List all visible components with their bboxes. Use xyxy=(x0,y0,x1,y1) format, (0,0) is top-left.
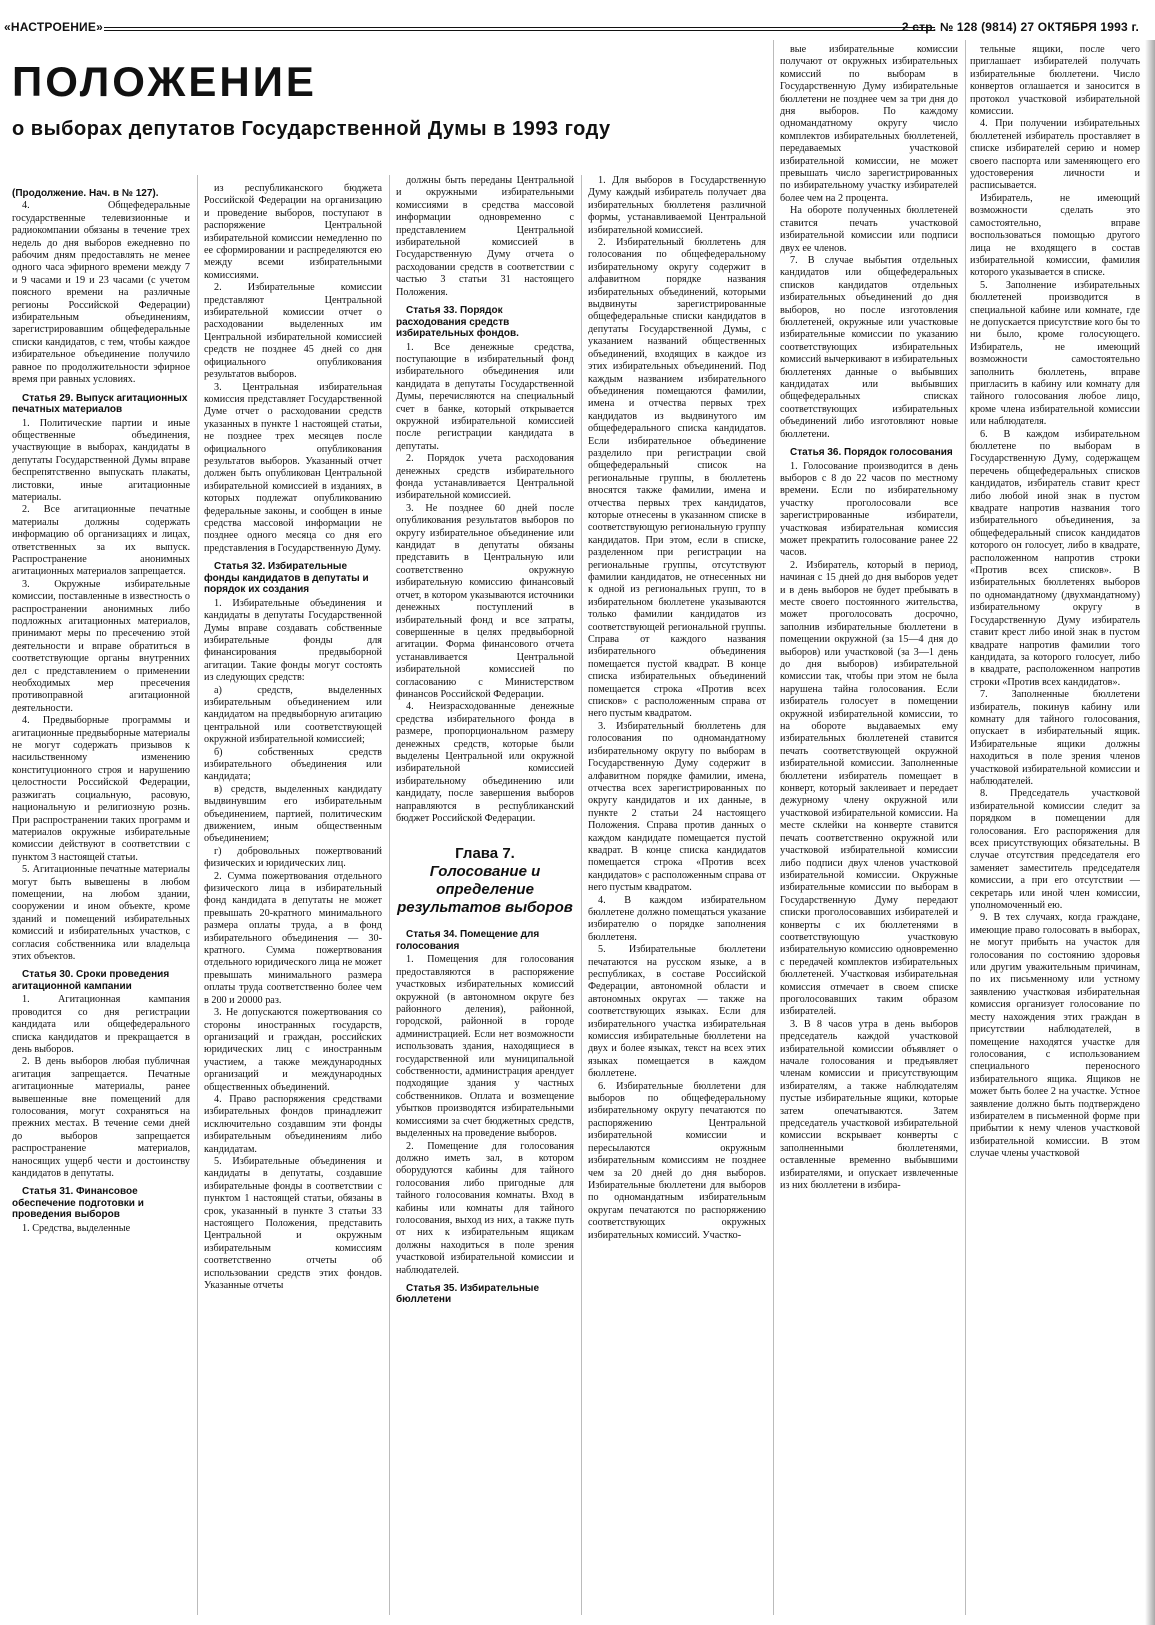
column-divider xyxy=(773,40,774,1615)
chapter-title: Голосование и определение результатов выборов xyxy=(397,863,573,917)
article-heading: Статья 30. Сроки проведения агитационной кампании xyxy=(12,969,170,992)
paragraph: 2. Избирательный бюллетень для голосования по общефедеральному избирательному округу содержит в алфавитном порядке названия избирательных объединений, которыми выдвинуты зарегистрированные общефедеральные списки кандидатов в депутаты Государственной Думы, с указанием названий общественных объединений, входящих в каждое из этих избирательных объединений. Под каждым названием избирательного объединения помещаются фамилии, имена и отчества первых трех кандидатов из выдвинутого им общефедерального списка кандидатов. Если избирательное объединение разделило при регистрации свой общефедеральный список на региональные группы, в бюллетень вносятся также фамилии, имена и отчества первых трех кандидатов, которые отнесены в указанном списке в соответствующую региональную группу кандидатов. При этом, если в списке, разделенном при регистрации на региональные группы, отсутствуют фамилии кандидатов, не отнесенных ни к одной из региональных групп, то в избирательном бюллетене указываются только фамилии кандидатов из соответствующей региональной группы. Справа от каждого названия избирательного объединения помещается пустой квадрат. В конце списка избирательных объединений помещается строка «Против всех списков» с расположенным справа от него пустым квадратом. xyxy=(588,237,766,720)
article-heading: Статья 35. Избирательные бюллетени xyxy=(396,1282,540,1306)
paragraph: 4. Общефедеральные государственные телевизионные и радиокомпании обязаны в течение трех недель до дня выборов ежедневно по рабочим дням предоставлять не менее одного часа эфирного времени между 7 и 9 часами и 19 и 23 часами (с учетом поясного времени на различные регионы Российской Федерации) избирательным объединениям, зарегистрировавшим общефедеральные списки кандидатов, с тем, чтобы каждое избирательное объединение получило равное по продолжительности эфирное время при равных условиях. xyxy=(12,200,190,386)
article-heading: Статья 32. Избирательные фонды кандидатов в депутаты и порядок их создания xyxy=(204,561,369,596)
page-title: ПОЛОЖЕНИЕ xyxy=(12,58,317,105)
paragraph: 4. Неизрасходованные денежные средства избирательного фонда в размере, пропорциональном размеру денежных средств, которые были выделены Центральной или окружной избирательной комиссией избирательному объединению или кандидату, после завершения выборов направляются в республиканский бюджет Российской Федерации. xyxy=(396,701,574,824)
paragraph: б) собственных средств избирательного объединения или кандидата; xyxy=(204,746,382,783)
article-heading: Статья 34. Помещение для голосования xyxy=(396,929,540,952)
paragraph: 3. Избирательный бюллетень для голосования по одномандатному избирательному округу по выборам в Государственную Думу содержит в алфавитном порядке фамилии, имена, отчества всех зарегистрированных по округу кандидатов и их данные, в пункте 2 статьи 24 настоящего Положения. Справа против данных о каждом кандидате помещается пустой квадрат. В конце списка кандидатов помещается строка «Против всех кандидатов» с расположенным справа от него пустым квадратом. xyxy=(588,720,766,894)
paragraph: 4. При получении избирательных бюллетеней избиратель проставляет в списке избирателей серию и номер своего паспорта или заменяющего его удостоверения личности и расписывается. xyxy=(970,118,1140,192)
text-column-4 xyxy=(588,175,766,1613)
paragraph: 2. Порядок учета расходования денежных средств избирательного фонда устанавливается Центральной избирательной комиссией. xyxy=(396,453,574,502)
article-heading: Статья 29. Выпуск агитационных печатных материалов xyxy=(12,392,188,415)
paragraph: 4. В каждом избирательном бюллетене должно помещаться указание избирателю о порядке заполнения бюллетеня. xyxy=(588,894,766,943)
paragraph: 8. Председатель участковой избирательной комиссии следит за порядком в помещении для голосования. Его распоряжения для всех присутствующих обязательны. В случае отсутствия председателя его заменяет заместитель председателя комиссии, а при его отсутствии — секретарь или иной член комиссии, уполномоченный ею. xyxy=(970,788,1140,912)
paragraph: 1. Средства, выделенные xyxy=(22,1222,131,1234)
continuation-note: (Продолжение. Нач. в № 127). xyxy=(12,188,159,199)
paragraph: 3. Центральная избирательная комиссия представляет Государственной Думе отчет о расходовании средств указанных в пункте 1 настоящей статьи, не позднее трех месяцев после официального опубликования результатов выборов. Указанный отчет должен быть опубликован Центральной избирательной комиссией в изданиях, в которых подлежат опубликованию федеральные законы, и сообщен в иные средства массовой информации не позднее одного месяца со дня его представления в Государственную Думу. xyxy=(204,381,382,554)
text-column-6 xyxy=(970,44,1140,1613)
paragraph: 1. Агитационная кампания проводится со дня регистрации кандидата или общефедерального списка кандидатов и прекращается в день выборов. xyxy=(12,994,190,1055)
paragraph: 1. Для выборов в Государственную Думу каждый избиратель получает два избирательных бюллетеня различной формы, устанавливаемой Центральной избирательной комиссией. xyxy=(588,175,766,236)
paragraph: 6. В каждом избирательном бюллетене по выборам в Государственную Думу, содержащем перечень общефедеральных списков кандидатов, избиратель ставит крест либо любой иной знак в пустом квадрате напротив названия того избирательного объединения, за общефедеральный список кандидатов которого он голосует, либо в квадрате, расположенном напротив строки «Против всех списков». В избирательных бюллетенях выборов по одномандатному (двухмандатному) избирательному округу в Государственную Думу избиратель ставит крест либо иной знак в пустом квадрате напротив фамилии того кандидата, за которого голосует, либо в квадрате, расположенном напротив строки «Против всех кандидатов». xyxy=(970,428,1140,688)
column-divider xyxy=(581,175,582,1615)
paragraph: 3. Окружные избирательные комиссии, поставленные в известность о распространении анонимных либо подложных агитационных материалов, принимают меры по пресечению этой деятельности и вправе обратиться в соответствующие органы внутренних дел с представлением о применении необходимых мер пресечения противоправной агитационной деятельности. xyxy=(12,578,190,714)
paragraph: 7. В случае выбытия отдельных кандидатов или общефедеральных списков кандидатов отдельных избирательных объединений до дня выборов, но после изготовления бюллетеней, окружные или участковые избирательные комиссии по указанию соответствующих избирательных комиссий вычеркивают в избирательных бюллетенях данные о выбывших кандидатах или выбывших общефедеральных списках соответствующих избирательных объединений либо изготовляют новые бюллетени. xyxy=(780,254,958,440)
paragraph: 3. Не позднее 60 дней после опубликования результатов выборов по округу избирательное объединение или кандидат в депутаты обязаны представить в Центральную или соответственно окружную избирательную комиссию финансовый отчет, в котором указываются источники денежных поступлений в избирательный фонд и все затраты, совершенные в целях предвыборной агитации. Форма финансового отчета устанавливается Центральной избирательной комиссией по согласованию с Министерством финансов Российской Федерации. xyxy=(396,502,574,700)
paragraph: 4. Право распоряжения средствами избирательных фондов принадлежит исключительно создавшим эти фонды избирательным объединениям либо кандидатам. xyxy=(204,1093,382,1155)
paragraph: 1. Политические партии и иные общественные объединения, участвующие в выборах, кандидаты в депутаты Государственной Думы вправе беспрепятственно выпускать плакаты, листовки, иные агитационные материалы. xyxy=(12,417,190,503)
paragraph: 2. Сумма пожертвования отдельного физического лица в избирательный фонд кандидата в депутаты не может превышать 20-кратного минимального размера оплаты труда, а в фонд избирательного объединения — 30-кратного. Сумма пожертвования отдельного юридического лица не может превышать минимального размера оплаты труда соответственно более чем в 200 и 20000 раз. xyxy=(204,870,382,1006)
paragraph: 3. В 8 часов утра в день выборов председатель каждой участковой избирательной комиссии объявляет о начале голосования и предъявляет членам комиссии и присутствующим избирателям, а также наблюдателям пустые избирательные ящики, которые затем опечатываются. Затем председатель участковой избирательной комиссии вскрывает конверты с заполненными бюллетенями, оставленные временно выбывшими избирателями, и опускает извлеченные из них бюллетени в избира- xyxy=(780,1018,958,1192)
section-name: «НАСТРОЕНИЕ» xyxy=(4,20,103,34)
chapter-heading xyxy=(396,845,574,917)
column-divider xyxy=(197,175,198,1615)
paragraph: 2. Избирательные комиссии представляют Центральной избирательной комиссии отчет о расходовании выделенных им Центральной избирательной комиссией средств не позднее 45 дней со дня официального опубликования результатов выборов. xyxy=(204,282,382,381)
paragraph: г) добровольных пожертвований физических и юридических лиц. xyxy=(204,845,382,870)
paragraph: 2. Избиратель, который в период, начиная с 15 дней до дня выборов уедет и в день выборов не будет пребывать в месте своего постоянного жительства, может проголосовать досрочно, заполнив избирательные бюллетени в помещении окружной (за 15—4 дня до выборов) или участковой (за 3—1 день до дня выборов) избирательной комиссии так, чтобы при этом не была нарушена тайна голосования. Если избиратель голосует в помещении окружной избирательной комиссии, то на обороте выдаваемых ему избирательных бюллетеней ставится печать соответствующей окружной избирательной комиссии. Заполненные бюллетени избиратель помещает в конверт, который заклеивает и передает дежурному члену окружной или участковой избирательной комиссии. На месте склейки на конверте ставится печать соответственно окружной или участковой избирательной комиссии либо подписи двух членов участковой избирательной комиссии. Окружные избирательные комиссии по выборам в Государственную Думу передают списки проголосовавших избирателей и конверты с их бюллетенями в соответствующую участковую избирательную комиссию одновременно с передачей комплектов избирательных бюллетеней. Участковая избирательная комиссия отмечает в своем списке проголосовавших таким образом избирателей. xyxy=(780,559,958,1018)
paragraph: Избиратель, не имеющий возможности сделать это самостоятельно, вправе воспользоваться помощью другого лица не входящего в состав избирательной комиссии, фамилия которого указывается в списке. xyxy=(970,192,1140,279)
paragraph: 5. Агитационные печатные материалы могут быть вывешены в любом помещении, на любом здании, сооружении и ином объекте, кроме зданий и помещений избирательных комиссий и избирательных участков, с согласия собственника или владельца этих объектов. xyxy=(12,864,190,962)
issue-info: 2 стр. № 128 (9814) 27 ОКТЯБРЯ 1993 г. xyxy=(901,20,1139,34)
paragraph: должны быть переданы Центральной и окружными избирательными комиссиями в средства массовой информации одновременно с представлением Центральной избирательной комиссией в Государственную Думу отчета о расходовании средств в соответствии с частью 3 статьи 31 настоящего Положения. xyxy=(396,175,574,298)
column-divider xyxy=(965,40,966,1615)
paragraph: 2. Все агитационные печатные материалы должны содержать информацию об организациях и лицах, ответственных за их выпуск. Распространение анонимных агитационных материалов запрещается. xyxy=(12,504,190,578)
paragraph: 2. В день выборов любая публичная агитация запрещается. Печатные агитационные материалы, ранее вывешенные вне помещений для голосования, могут сохраняться на прежних местах. В течение семи дней до выборов запрещается распространение материалов, наносящих ущерб чести и достоинству кандидатов в депутаты. xyxy=(12,1056,190,1180)
text-column-5 xyxy=(780,44,958,1613)
paragraph: 6. Избирательные бюллетени для выборов по общефедеральному избирательному округу печатаются по распоряжению Центральной избирательной комиссии и пересылаются окружным избирательным комиссиям не позднее чем за 20 дней до дня выборов. Избирательные бюллетени для выборов по одномандатным избирательным округам печатаются по распоряжению соответствующих окружных избирательных комиссий. Участко- xyxy=(588,1080,766,1241)
text-column-2 xyxy=(204,183,382,1613)
paragraph: 1. Все денежные средства, поступающие в избирательный фонд избирательного объединения или кандидата в депутаты Государственной Думы, перечисляются на специальный счет в банке, который открывается окружной избирательной комиссией после регистрации кандидата в депутаты. xyxy=(396,341,574,452)
paragraph: тельные ящики, после чего приглашает избирателей получать избирательные бюллетени. Число конвертов оглашается и заносится в протокол участковой избирательной комиссии. xyxy=(970,44,1140,118)
paragraph: 3. Не допускаются пожертвования со стороны иностранных государств, организаций и граждан, российских юридических лиц с иностранным участием, а также международных организаций и международных общественных объединений. xyxy=(204,1007,382,1093)
paragraph: 9. В тех случаях, когда граждане, имеющие право голосовать в выборах, не могут прибыть на участок для голосования по состоянию здоровья или другим уважительным причинам, по их письменному или устному заявлению участковая избирательная комиссия организует голосование по месту нахождения этих граждан в присутствии наблюдателей, в помещение находятся участке для голосования, с использованием специального переносного избирательного ящика. Ящиков не может быть более 2 на участке. Устное заявление должно быть подтверждено избирателем в письменной форме при прибытии к нему членов участковой избирательной комиссии. В этом случае члены участковой xyxy=(970,912,1140,1160)
paragraph: из республиканского бюджета Российской Федерации на организацию и проведение выборов, поступают в распоряжение Центральной избирательной комиссии немедленно по ее сформировании и распределяются ею между всеми избирательными комиссиями. xyxy=(204,183,382,281)
paragraph: вые избирательные комиссии получают от окружных избирательных комиссий по выборам в Государственную Думу избирательные бюллетени не позднее чем за три дня до дня выборов. По каждому одномандатному округу число комплектов избирательных бюллетеней, передаваемых участковой избирательной комиссии, не может превышать число зарегистрированных по избирательному участку избирателей более чем на 2 процента. xyxy=(780,44,958,204)
paragraph: 1. Избирательные объединения и кандидаты в депутаты Государственной Думы вправе создавать собственные избирательные фонды для финансирования предвыборной агитации. Такие фонды могут состоять из следующих средств: xyxy=(204,597,382,684)
chapter-number: Глава 7. xyxy=(455,845,515,863)
text-column-1 xyxy=(12,188,190,1613)
paragraph: а) средств, выделенных избирательным объединением или кандидатом на предвыборную агитацию центральной или соответствующей окружной избирательной комиссией; xyxy=(204,684,382,746)
column-divider xyxy=(389,175,390,1615)
paragraph: 4. Предвыборные программы и агитационные предвыборные материалы не могут содержать призывов к насильственному изменению конституционного строя и нарушению целостности Российской Федерации, разжигать социальную, расовую, национальную и религиозную рознь. При распространении таких программ и материалов окружные избирательные комиссии действуют в соответствии с пунктом 3 настоящей статьи. xyxy=(12,715,190,863)
article-heading: Статья 31. Финансовое обеспечение подготовки и проведения выборов xyxy=(12,1186,144,1221)
paragraph: 7. Заполненные бюллетени избиратель, покинув кабину или комнату для тайного голосования, опускает в избирательный ящик. Избирательные ящики должны находиться в поле зрения членов участковой избирательной комиссии и наблюдателей. xyxy=(970,689,1140,787)
scan-edge-shadow xyxy=(1145,40,1155,1625)
paragraph: в) средств, выделенных кандидату выдвинувшим его избирательным объединением, партией, политическим движением, иным общественным объединением; xyxy=(204,783,382,845)
paragraph: 1. Голосование производится в день выборов с 8 до 22 часов по местному времени. Если по избирательному участку проголосовали все зарегистрированные избиратели, участковая избирательная комиссия может прекратить голосование ранее 22 часов. xyxy=(780,460,958,559)
text-column-3 xyxy=(396,175,574,1613)
paragraph: 5. Заполнение избирательных бюллетеней производится в специальной кабине или комнате, где не допускается присутствие кого бы то ни было, кроме голосующего. Избиратель, не имеющий возможности самостоятельно заполнить бюллетень, вправе пригласить в кабину или комнату для тайного голосования любое лицо, кроме члена избирательной комиссии или наблюдателя. xyxy=(970,279,1140,428)
article-heading: Статья 36. Порядок голосования xyxy=(790,447,953,458)
article-heading: Статья 33. Порядок расходования средств избирательных фондов. xyxy=(396,305,519,340)
paragraph: 1. Помещения для голосования предоставляются в распоряжение участковых избирательных комиссий окружной (в автономном округе без районного деления), районной, городской, районной в городе администрацией. Если нет возможности использовать здания, находящиеся в государственной или муниципальной собственности, администрация арендует подходящие здания у частных собственников. Оплата и возмещение убытков производятся избирательными комиссиями за счет бюджетных средств, выделенных на проведение выборов. xyxy=(396,954,574,1140)
paragraph: 5. Избирательные бюллетени печатаются на русском языке, а в республиках, в составе Российской Федерации, автономной области и автономных округах — также на соответствующих языках. Если для избирательного участка избирательная комиссия избирательные бюллетени на двух и более языках, текст на всех этих языках помещается в каждом бюллетене. xyxy=(588,944,766,1080)
paragraph: На обороте полученных бюллетеней ставится печать участковой избирательной комиссии или подписи двух ее членов. xyxy=(780,205,958,254)
header-rule xyxy=(104,27,935,31)
paragraph: 5. Избирательные объединения и кандидаты в депутаты, создавшие избирательные фонды в соответствии с пунктом 1 настоящей статьи, обязаны в срок, указанный в пункте 3 статьи 33 настоящего Положения, представить Центральной и окружным избирательным комиссиям соответственно отчеты об использовании средств этих фондов. Указанные отчеты xyxy=(204,1155,382,1292)
page-subtitle: о выборах депутатов Государственной Думы в 1993 году xyxy=(12,118,611,140)
paragraph: 2. Помещение для голосования должно иметь зал, в котором оборудуются кабины для тайного голосования либо пригодные для тайного голосования комнаты. Вход в кабины или комнаты для тайного голосования, выход из них, а также путь от них к избирательным ящикам должны находиться в поле зрения участковой избирательной комиссии и наблюдателей. xyxy=(396,1140,574,1276)
